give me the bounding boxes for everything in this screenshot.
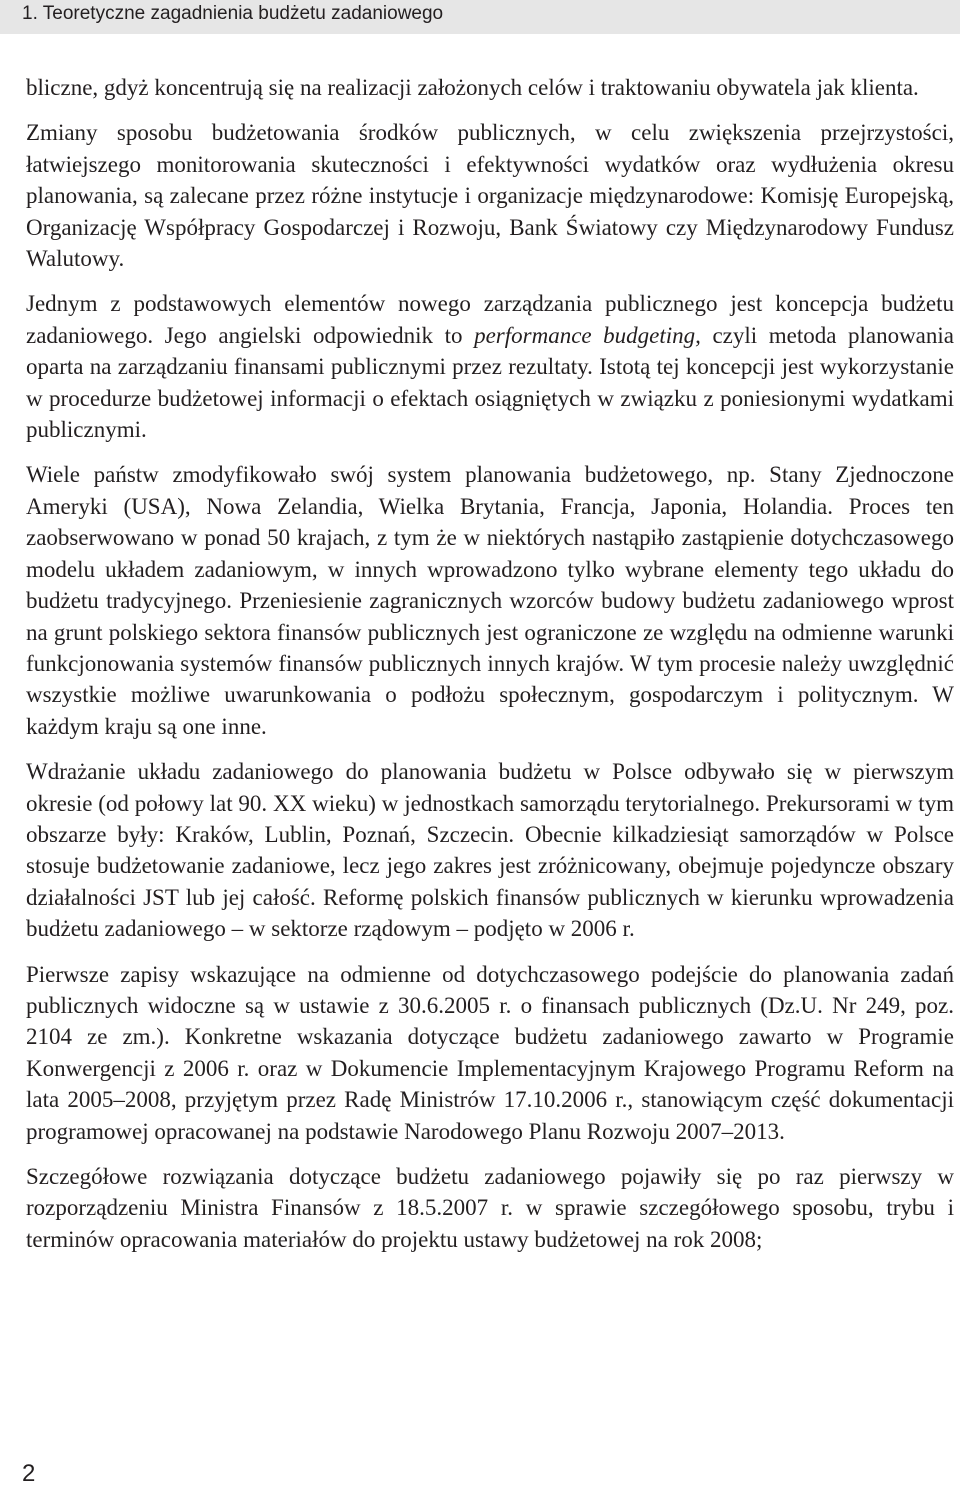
paragraph-countries: Wiele państw zmodyfikowało swój system planowania budżetowego, np. Stany Zjednoczone Ameryki (USA), Nowa Zelandia, Wielka Brytania, Francja, Japonia, Holandia. Proces ten zaobserwowano w ponad 50 krajach, z tym że w niektórych nastąpiło zastąpienie dotychczasowego modelu układem zadaniowym, w innych wprowadzono tylko wybrane elementy tego układu do budżetu tradycyjnego. Przeniesienie zagranicznych wzorców budowy budżetu zadaniowego wprost na grunt polskiego sektora finansów publicznych jest ograniczone ze względu na odmienne warunki funkcjonowania systemów finansów publicznych innych krajów. W tym procesie należy uwzględnić wszystkie możliwe uwarunkowania o podłożu społecznym, gospodarczym i politycznym. W każdym kraju są one inne. xyxy=(26,462,954,739)
chapter-title: 1. Teoretyczne zagadnienia budżetu zadaniowego xyxy=(22,3,444,24)
paragraph-poland-implementation: Wdrażanie układu zadaniowego do planowania budżetu w Polsce odbywało się w pierwszym okresie (od połowy lat 90. XX wieku) w jednostkach samorządu terytorialnego. Prekursorami w tym obszarze były: Kraków, Lublin, Poznań, Szczecin. Obecnie kilkadziesiąt samorządów w Polsce stosuje budżetowanie zadaniowe, lecz jego zakres jest zróżnicowany, obejmuje pojedyncze obszary działalności JST lub jej całość. Reformę polskich finansów publicznych w kierunku wprowadzenia budżetu zadaniowego – w sektorze rządowym – podjęto w 2006 r. xyxy=(26,759,954,942)
paragraph-text-before: Jednym z podstawowych elementów nowego zarządzania publicznego jest koncepcja budżetu zadaniowego. Jego angielski odpowiednik to xyxy=(26,291,954,348)
body-text xyxy=(26,72,954,1269)
paragraph-budget-changes: Zmiany sposobu budżetowania środków publicznych, w celu zwiększenia przejrzystości, łatwiejszego monitorowania skuteczności i efektywności wydatków oraz wydłużenia okresu planowania, są zalecane przez różne instytucje i organizacje międzynarodowe: Komisję Europejską, Organizację Współpracy Gospodarczej i Rozwoju, Bank Światowy czy Międzynarodowy Fundusz Walutowy. xyxy=(26,120,954,272)
paragraph-continuation: bliczne, gdyż koncentrują się na realizacji założonych celów i traktowaniu obywatela jak klienta. xyxy=(26,75,919,100)
paragraph-text-after: czyli metoda planowania oparta na zarządzaniu finansami publicznymi przez rezultaty. Istotą tej koncepcji jest wykorzystanie w procedurze budżetowej informacji o efektach osiągniętych w związku z poniesionymi wydatkami publicznymi. xyxy=(26,322,954,443)
paragraph-detailed-solutions: Szczegółowe rozwiązania dotyczące budżetu zadaniowego pojawiły się po raz pierwszy w rozporządzeniu Ministra Finansów z 18.5.2007 r. w sprawie szczegółowego sposobu, trybu i terminów opracowania materiałów do projektu ustawy budżetowej na rok 2008; xyxy=(26,1164,954,1252)
paragraph-performance-budgeting xyxy=(26,288,954,445)
paragraph-first-records: Pierwsze zapisy wskazujące na odmienne od dotychczasowego podejście do planowania zadań publicznych widoczne są w ustawie z 30.6.2005 r. o finansach publicznych (Dz.U. Nr 249, poz. 2104 ze zm.). Konkretne wskazania dotyczące budżetu zadaniowego zawarto w Programie Konwergencji z 2006 r. oraz w Dokumencie Implementacyjnym Krajowego Programu Reform na lata 2005–2008, przyjętym przez Radę Ministrów 17.10.2006 r., stanowiącym część dokumentacji programowej opracowanej na podstawie Narodowego Planu Rozwoju 2007–2013. xyxy=(26,961,954,1144)
term-performance-budgeting: performance budgeting, xyxy=(474,322,701,348)
page-number: 2 xyxy=(22,1460,36,1487)
chapter-header-bar xyxy=(0,0,960,34)
